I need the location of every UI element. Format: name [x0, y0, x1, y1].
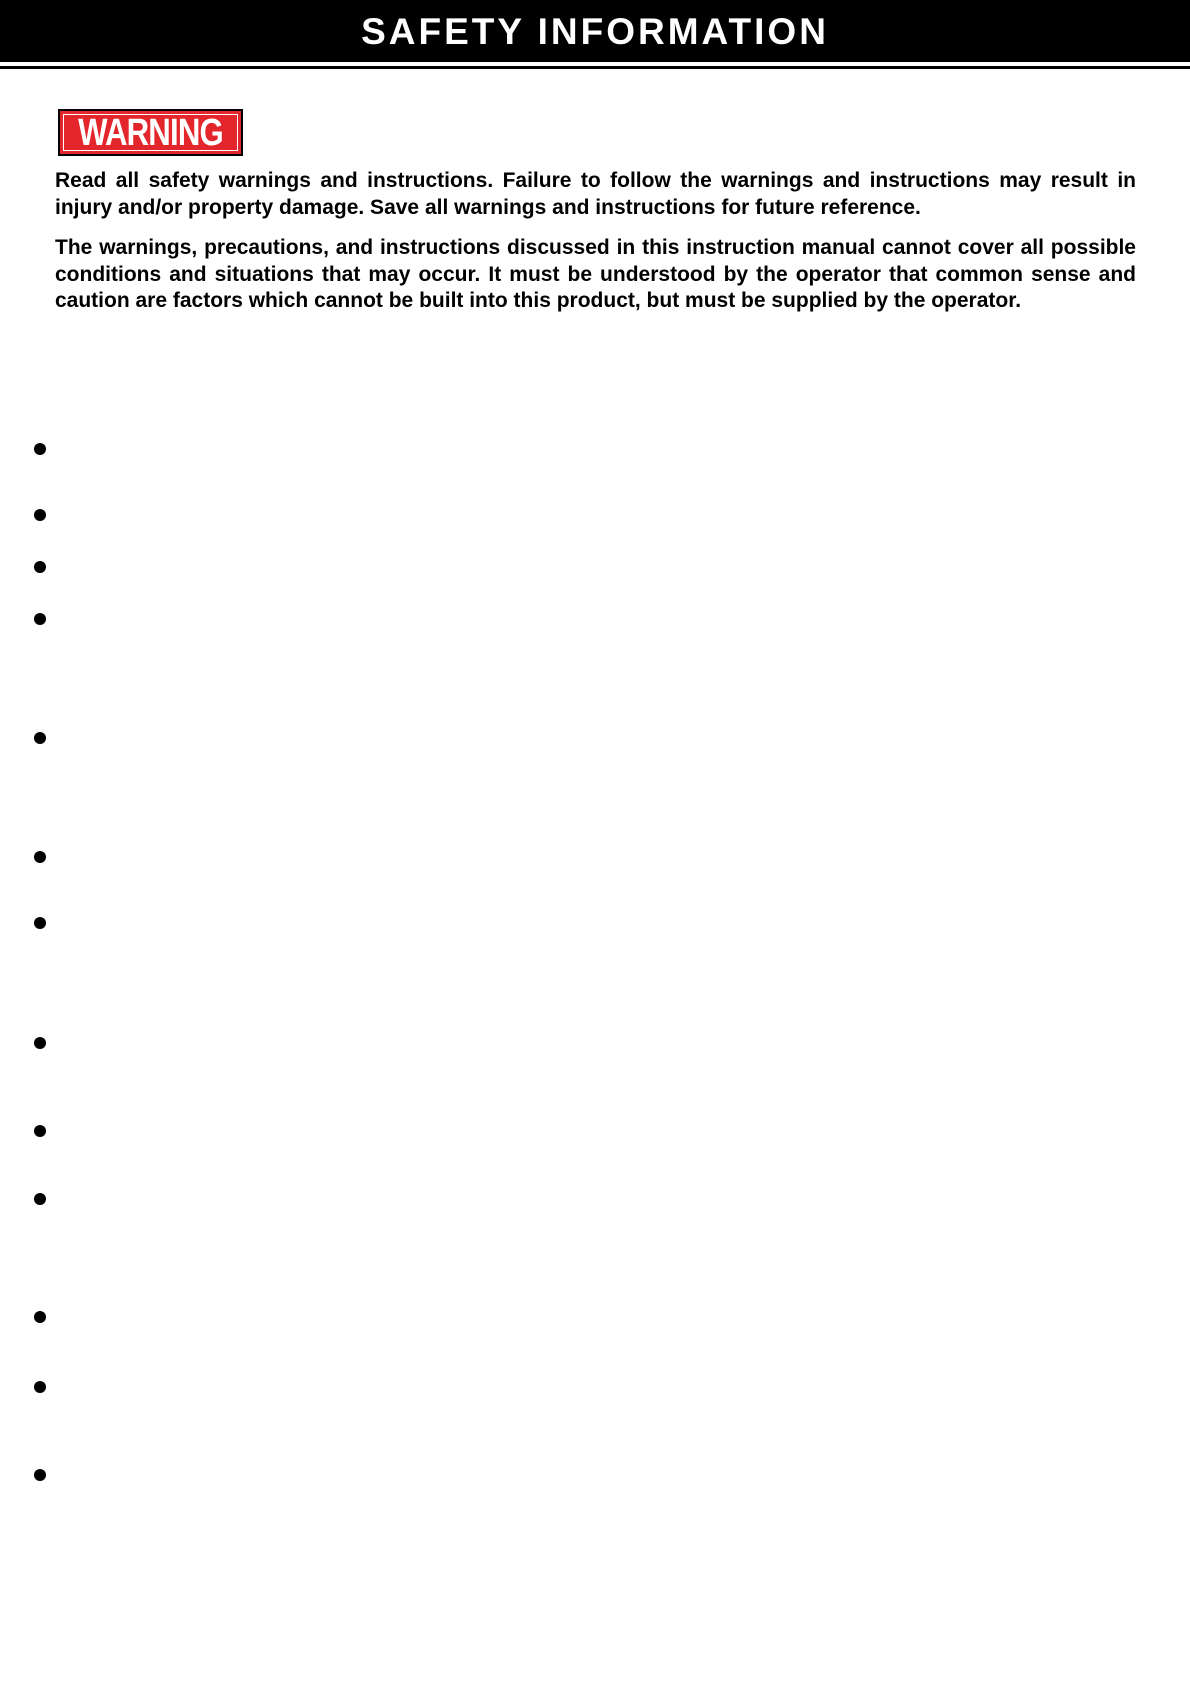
list-item [34, 1037, 48, 1051]
bullet-dot-icon [34, 732, 46, 744]
list-item [34, 1381, 48, 1395]
bullet-dot-icon [34, 1469, 46, 1481]
bullet-dot-icon [34, 1125, 46, 1137]
list-item [34, 1469, 48, 1483]
warning-label-text: WARNING [78, 112, 223, 154]
list-item [34, 613, 48, 627]
list-item [34, 443, 48, 457]
bullet-dot-icon [34, 561, 46, 573]
bullet-dot-icon [34, 851, 46, 863]
list-item [34, 509, 48, 523]
list-item [34, 732, 48, 746]
list-item [34, 851, 48, 865]
bullet-dot-icon [34, 443, 46, 455]
intro-paragraph-2: The warnings, precautions, and instructions discussed in this instruction manual cannot cover all possible conditions and situations that may occur. It must be understood by the operator that common sense and caution are factors which cannot be built into this product, but must be supplied by the operator. [55, 236, 1136, 312]
list-item [34, 561, 48, 575]
page-title: SAFETY INFORMATION [361, 11, 829, 52]
list-item [34, 917, 48, 931]
bullet-dot-icon [34, 1037, 46, 1049]
bullet-dot-icon [34, 1381, 46, 1393]
bullet-dot-icon [34, 917, 46, 929]
list-item [34, 1311, 48, 1325]
bullet-dot-icon [34, 613, 46, 625]
bullet-dot-icon [34, 1193, 46, 1205]
bullet-dot-icon [34, 1311, 46, 1323]
bullet-dot-icon [34, 509, 46, 521]
intro-paragraph-1: Read all safety warnings and instructions. Failure to follow the warnings and instructions may result in injury and/or property damage. Save all warnings and instructions for future reference. [55, 169, 1136, 219]
list-item [34, 1125, 48, 1139]
list-item [34, 1193, 48, 1207]
